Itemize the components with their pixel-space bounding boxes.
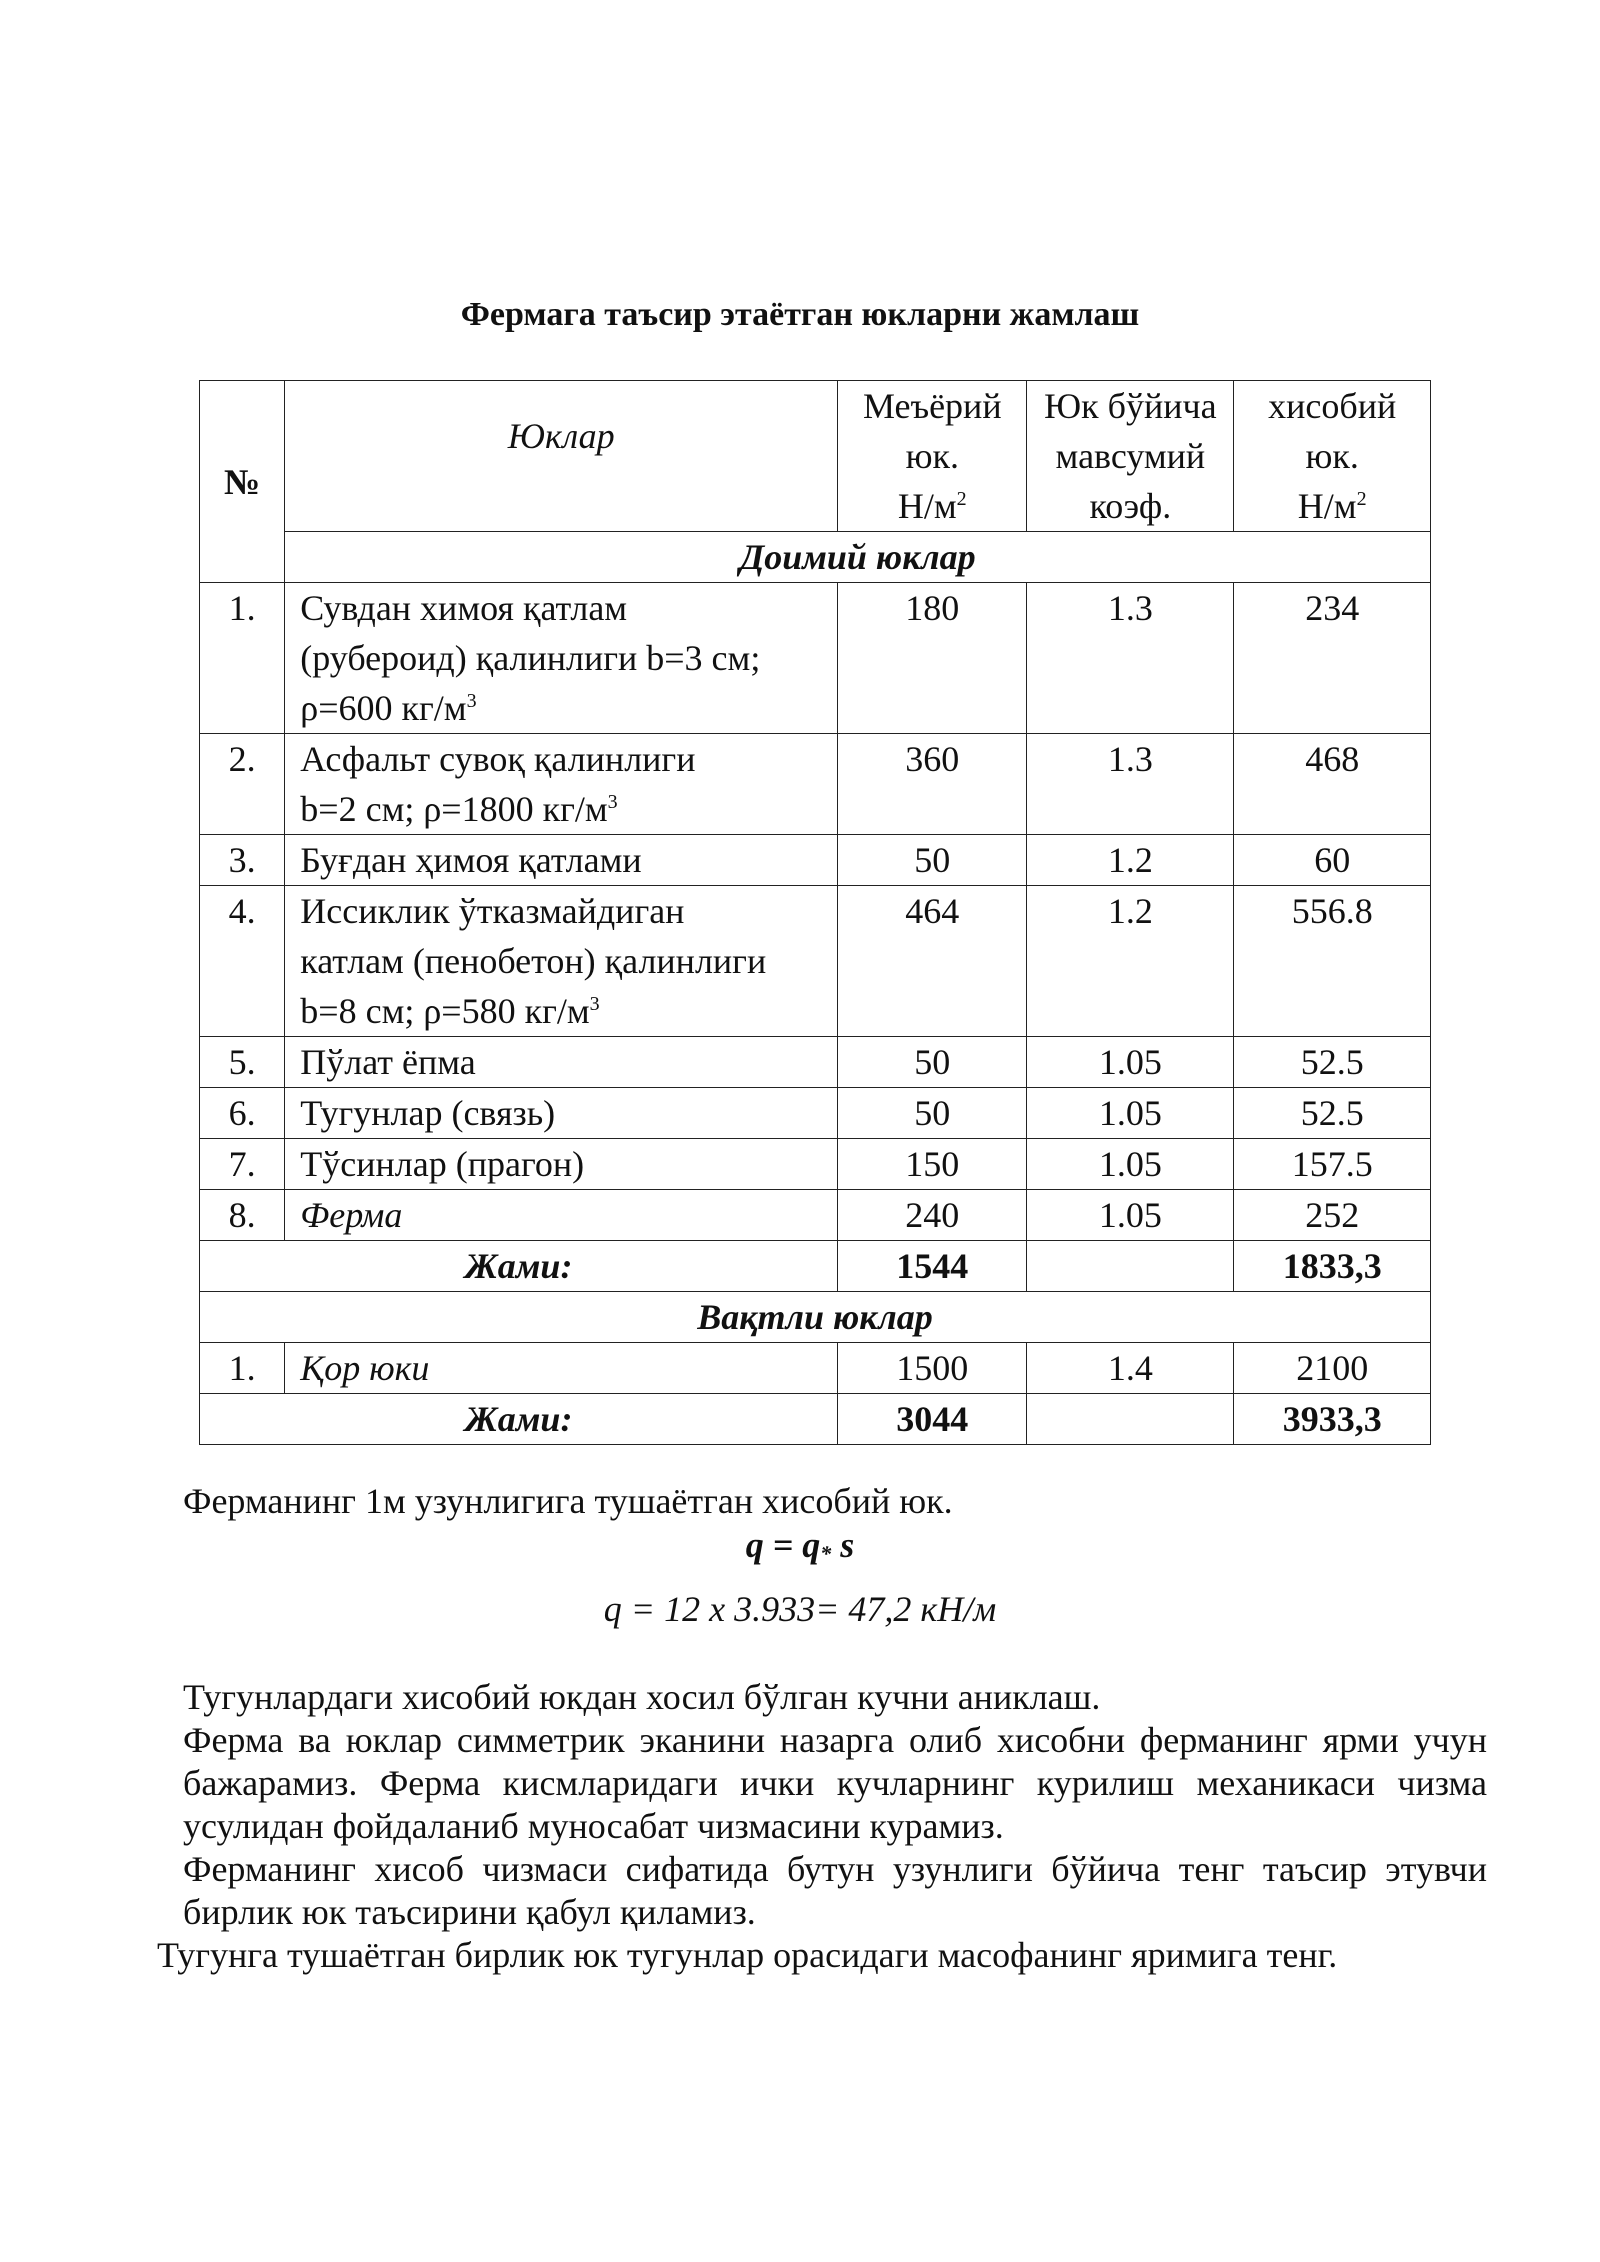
paragraph-unit-load: Ферманинг хисоб чизмаси сифатида бутун узунлиги бўйича тенг таъсир этувчи бирлик юк таъсирини қабул қиламиз. bbox=[183, 1849, 1487, 1932]
page-title: Фермага таъсир этаётган юкларни жамлаш bbox=[460, 296, 1140, 333]
table-row bbox=[200, 1343, 1431, 1394]
row-name: Тўсинлар (прагон) bbox=[285, 1139, 838, 1190]
section-permanent: Доимий юклар bbox=[285, 532, 1431, 583]
row-num: 7. bbox=[200, 1139, 285, 1190]
row-calc: 60 bbox=[1234, 835, 1431, 886]
header-name: Юклар bbox=[285, 381, 838, 532]
row-name: Буғдан ҳимоя қатлами bbox=[285, 835, 838, 886]
row-coef: 1.05 bbox=[1027, 1139, 1234, 1190]
header-coef bbox=[1027, 381, 1234, 532]
loads-table bbox=[199, 380, 1431, 1445]
row-num: 1. bbox=[200, 583, 285, 734]
row-norm: 360 bbox=[838, 734, 1027, 835]
row-name: Қор юки bbox=[285, 1343, 838, 1394]
header-calc bbox=[1234, 381, 1431, 532]
table-row bbox=[200, 835, 1431, 886]
total-coef bbox=[1027, 1241, 1234, 1292]
row-coef: 1.05 bbox=[1027, 1037, 1234, 1088]
header-calc-line: хисобий bbox=[1268, 386, 1397, 426]
row-name: Сувдан химоя қатлам (рубероид) қалинлиги b=3 см; ρ=600 $кг/м^3$ bbox=[285, 583, 838, 734]
row-calc: 556.8 bbox=[1234, 886, 1431, 1037]
header-calc-line: юк. bbox=[1305, 436, 1359, 476]
row-norm: 50 bbox=[838, 1088, 1027, 1139]
row-num: 8. bbox=[200, 1190, 285, 1241]
row-calc: 157.5 bbox=[1234, 1139, 1431, 1190]
row-coef: 1.2 bbox=[1027, 886, 1234, 1037]
row-norm: 50 bbox=[838, 835, 1027, 886]
table-row bbox=[200, 734, 1431, 835]
row-norm: 180 bbox=[838, 583, 1027, 734]
section-row-temporary bbox=[200, 1292, 1431, 1343]
row-num: 6. bbox=[200, 1088, 285, 1139]
row-num: 2. bbox=[200, 734, 285, 835]
header-norm-line: Меъёрий bbox=[862, 386, 1002, 426]
section-row-permanent bbox=[200, 532, 1431, 583]
header-norm bbox=[838, 381, 1027, 532]
header-calc-unit: $Н/м^2$ bbox=[1297, 486, 1367, 526]
row-coef: 1.05 bbox=[1027, 1088, 1234, 1139]
row-num: 4. bbox=[200, 886, 285, 1037]
row-calc: 468 bbox=[1234, 734, 1431, 835]
total-label: Жами: bbox=[200, 1241, 838, 1292]
row-norm: 464 bbox=[838, 886, 1027, 1037]
row-name: Ферма bbox=[285, 1190, 838, 1241]
grand-total-calc: 3933,3 bbox=[1234, 1394, 1431, 1445]
row-norm: 1500 bbox=[838, 1343, 1027, 1394]
row-coef: 1.3 bbox=[1027, 734, 1234, 835]
table-row bbox=[200, 1037, 1431, 1088]
row-calc: 2100 bbox=[1234, 1343, 1431, 1394]
row-coef: 1.4 bbox=[1027, 1343, 1234, 1394]
total-calc: 1833,3 bbox=[1234, 1241, 1431, 1292]
header-coef-line: коэф. bbox=[1089, 486, 1172, 526]
row-name: Иссиклик ўтказмайдиган катлам (пенобетон) қалинлиги b=8 см; ρ=580 $кг/м^3$ bbox=[285, 886, 838, 1037]
row-name: Асфальт сувоқ қалинлиги b=2 см; ρ=1800 $кг/м^3$ bbox=[285, 734, 838, 835]
row-coef: 1.3 bbox=[1027, 583, 1234, 734]
row-calc: 252 bbox=[1234, 1190, 1431, 1241]
formula-q: q = q* s bbox=[745, 1525, 855, 1566]
table-row bbox=[200, 1190, 1431, 1241]
header-num: № bbox=[200, 381, 285, 583]
formula-q-value: q = 12 x 3.933= 47,2 кН/м bbox=[603, 1589, 997, 1629]
row-num: 5. bbox=[200, 1037, 285, 1088]
total-norm: 1544 bbox=[838, 1241, 1027, 1292]
row-num: 3. bbox=[200, 835, 285, 886]
row-name: Тугунлар (связь) bbox=[285, 1088, 838, 1139]
row-calc: 52.5 bbox=[1234, 1088, 1431, 1139]
row-norm: 150 bbox=[838, 1139, 1027, 1190]
header-norm-line: юк. bbox=[905, 436, 959, 476]
row-calc: 52.5 bbox=[1234, 1037, 1431, 1088]
header-coef-line: мавсумий bbox=[1055, 436, 1206, 476]
paragraph-node-force: Тугунлардаги хисобий юкдан хосил бўлган кучни аниклаш. bbox=[183, 1677, 1101, 1717]
grand-total-norm: 3044 bbox=[838, 1394, 1027, 1445]
row-coef: 1.2 bbox=[1027, 835, 1234, 886]
grand-total-label: Жами: bbox=[200, 1394, 838, 1445]
table-row bbox=[200, 1088, 1431, 1139]
table-row bbox=[200, 886, 1431, 1037]
paragraph-load-per-meter: Ферманинг 1м узунлигига тушаётган хисобий юк. bbox=[183, 1481, 953, 1521]
row-norm: 240 bbox=[838, 1190, 1027, 1241]
section-temporary: Вақтли юклар bbox=[200, 1292, 1431, 1343]
row-norm: 50 bbox=[838, 1037, 1027, 1088]
table-row bbox=[200, 1139, 1431, 1190]
table-header-row bbox=[200, 381, 1431, 532]
row-coef: 1.05 bbox=[1027, 1190, 1234, 1241]
grand-total-row bbox=[200, 1394, 1431, 1445]
row-name: Пўлат ёпма bbox=[285, 1037, 838, 1088]
row-num: 1. bbox=[200, 1343, 285, 1394]
paragraph-node-load: Тугунга тушаётган бирлик юк тугунлар орасидаги масофанинг яримига тенг. bbox=[157, 1935, 1338, 1975]
header-norm-unit: $Н/м^2$ bbox=[897, 486, 967, 526]
paragraph-symmetry: Ферма ва юклар симметрик эканини назарга олиб хисобни ферманинг ярми учун бажарамиз. Ферма кисмларидаги ички кучларнинг курилиш механикаси чизма усулидан фойдаланиб муносабат чизмасини курамиз. bbox=[183, 1720, 1487, 1846]
grand-total-coef bbox=[1027, 1394, 1234, 1445]
table-row bbox=[200, 583, 1431, 734]
total-row-permanent bbox=[200, 1241, 1431, 1292]
row-calc: 234 bbox=[1234, 583, 1431, 734]
header-coef-line: Юк бўйича bbox=[1044, 386, 1217, 426]
